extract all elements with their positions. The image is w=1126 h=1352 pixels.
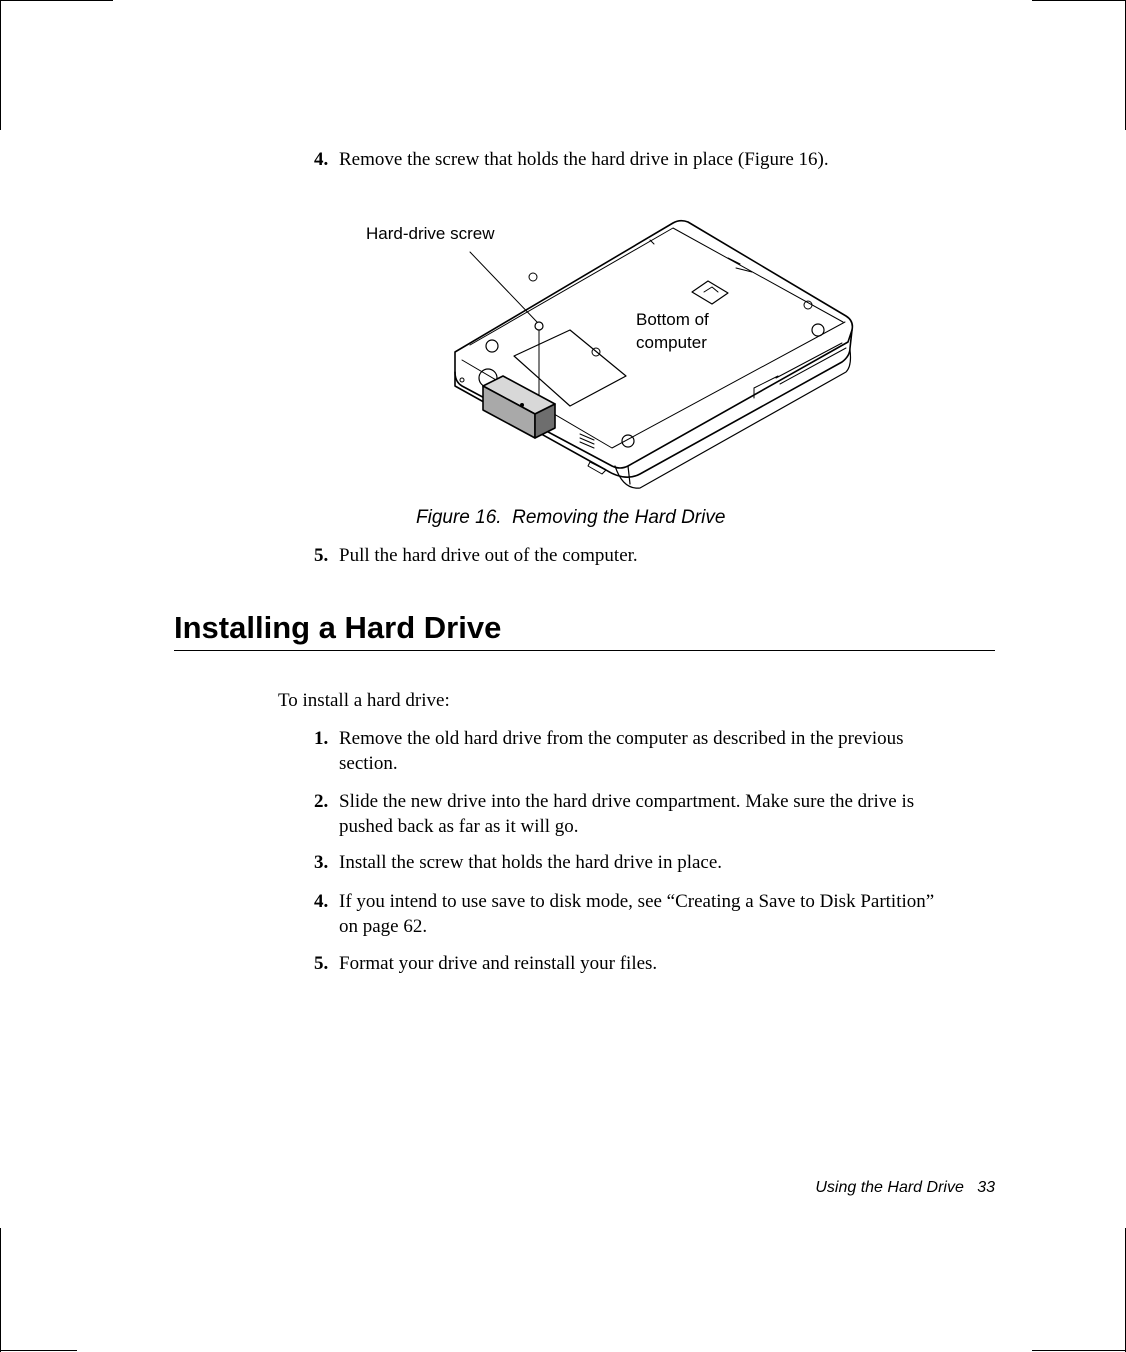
heading-rule (174, 650, 995, 651)
install-step-2 (314, 789, 1014, 839)
step-number: 1. (314, 728, 329, 749)
figure-caption: Figure 16. Removing the Hard Drive (416, 507, 726, 528)
step-text: Remove the screw that holds the hard drive in place (Figure 16). (339, 149, 829, 170)
step-text-line1: Install the screw that holds the hard drive in place. (339, 852, 723, 873)
step-text-line2: section. (339, 753, 398, 774)
step-text: Pull the hard drive out of the computer. (339, 545, 638, 566)
step-text-line1: Remove the old hard drive from the computer as described in the previous (339, 728, 904, 749)
step-text-line2: pushed back as far as it will go. (339, 816, 579, 837)
page-number: 33 (977, 1179, 995, 1196)
install-step-1 (314, 726, 1014, 776)
step-text-line1: If you intend to use save to disk mode, see “Creating a Save to Disk Partition” (339, 891, 935, 912)
running-title: Using the Hard Drive (815, 1179, 964, 1196)
install-step-5 (314, 951, 1014, 976)
step-text-line1: Slide the new drive into the hard drive compartment. Make sure the drive is (339, 791, 915, 812)
section-heading: Installing a Hard Drive (174, 610, 502, 645)
step-number: 2. (314, 791, 329, 812)
bottom-of-computer-callout-line1: Bottom of (636, 310, 709, 329)
install-step-3 (314, 850, 1014, 875)
hard-drive-screw-callout: Hard-drive screw (366, 224, 495, 243)
install-step-4 (314, 889, 1014, 939)
step-number: 5. (314, 953, 329, 974)
removal-step-5 (314, 543, 1014, 568)
step-number: 4. (314, 149, 329, 170)
step-number: 4. (314, 891, 329, 912)
step-number: 5. (314, 545, 329, 566)
step-text-line1: Format your drive and reinstall your files. (339, 953, 658, 974)
page-footer (815, 1177, 995, 1199)
bottom-of-computer-callout-line2: computer (636, 333, 707, 352)
step-number: 3. (314, 852, 329, 873)
intro-text: To install a hard drive: (278, 690, 450, 711)
step-text-line2: on page 62. (339, 916, 428, 937)
